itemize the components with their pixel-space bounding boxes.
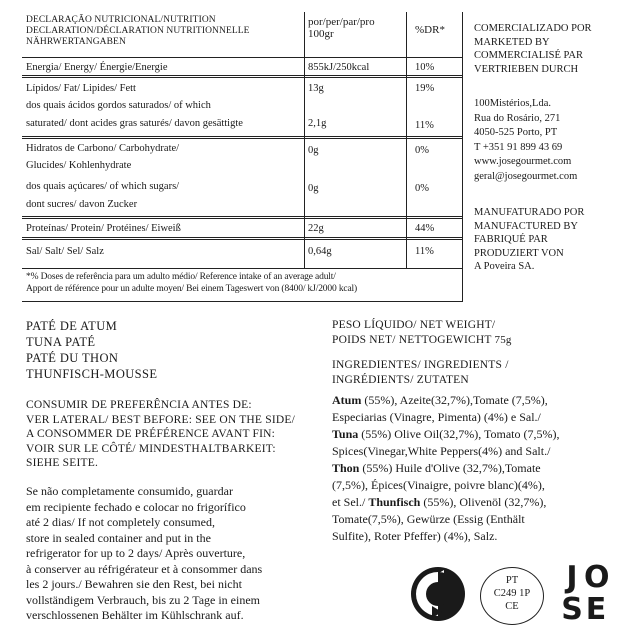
ingredients-heading: INGREDIENTES/ INGREDIENTS / INGRÉDIENTS/ ZUTATEN — [332, 359, 509, 386]
row-divider — [22, 138, 462, 139]
carb-label-2: Glucides/ Kohlenhydrate — [26, 160, 132, 171]
protein-label: Proteínas/ Protein/ Protéines/ Eiweiß — [26, 223, 181, 234]
row-divider — [22, 268, 462, 269]
carb-value: 0g — [308, 145, 319, 156]
saturated-dr: 11% — [415, 120, 434, 131]
manufacturer-heading: MANUFATURADO POR MANUFACTURED BY FABRIQUÉ PAR PRODUZIERT VON A Poveira SA. — [474, 207, 585, 272]
sugar-value: 0g — [308, 183, 319, 194]
nutrition-footnote: *% Doses de referência para um adulto médio/ Reference intake of an average adult/ Apport de référence pour un adulte moyen/ Bei einem Tageswert von (8400/ kJ/2000 kcal) — [26, 272, 358, 294]
row-divider — [22, 239, 462, 240]
product-names: PATÉ DE ATUM TUNA PATÉ PATÉ DU THON THUNFISCH-MOUSSE — [26, 319, 158, 381]
manufacturer-name: A Poveira SA. — [474, 261, 535, 272]
fat-label: Lípidos/ Fat/ Lipides/ Fett — [26, 83, 136, 94]
table-bottom-border — [22, 301, 462, 302]
net-weight: PESO LÍQUIDO/ NET WEIGHT/ POIDS NET/ NETTOGEWICHT 75g — [332, 319, 512, 346]
row-divider — [22, 218, 462, 219]
best-before-text: CONSUMIR DE PREFERÊNCIA ANTES DE: VER LATERAL/ BEST BEFORE: SEE ON THE SIDE/ A CONSOMMER DE PRÉFÉRENCE AVANT FIN: VOIR SUR LE CÔTÉ/ MINDESTHALTBARKEIT: SIEHE SEITE. — [26, 399, 295, 469]
row-divider — [22, 77, 462, 78]
ingredients-list: Atum (55%), Azeite(32,7%),Tomate (7,5%), Especiarias (Vinagre, Pimenta) (4%) e Sal./ Tuna (55%) Olive Oil(32,7%), Tomato (7,5%), Spices(Vinegar,White Peppers(4%) and Salt./ Thon (55%) Huile d'Olive (32,7%),Tomate (7,5%), Épices(Vinaigre, poivre blanc)(4%), et Sel./ Thunfisch (55%), Olivenöl (32,7%), Tomate(7,5%), Gewürze (Essig (Enthält Sulfite), Roter Pfeffer) (4%), Salz. — [332, 393, 560, 543]
marketer-heading: COMERCIALIZADO POR MARKETED BY COMMERCIALISÉ PAR VERTRIEBEN DURCH — [474, 23, 592, 75]
green-dot-recycling-icon — [410, 566, 466, 622]
protein-value: 22g — [308, 223, 324, 234]
row-divider — [22, 75, 462, 76]
protein-dr: 44% — [415, 223, 435, 234]
salt-value: 0,64g — [308, 246, 332, 257]
row-divider — [22, 216, 462, 217]
energy-label: Energia/ Energy/ Énergie/Energie — [26, 62, 168, 73]
sugar-label-2: dont sucres/ davon Zucker — [26, 199, 138, 210]
saturated-label-1: dos quais ácidos gordos saturados/ of which — [26, 100, 211, 111]
row-divider — [22, 136, 462, 137]
jose-logo-icon: J O S E — [561, 560, 610, 627]
saturated-value: 2,1g — [308, 118, 327, 129]
health-mark-oval-icon: PT C249 1P CE — [480, 567, 544, 625]
nutrition-header-label: DECLARAÇÃO NUTRICIONAL/NUTRITION DECLARATION/DÉCLARATION NUTRITIONNELLE NÄHRWERTANGABEN — [26, 15, 250, 47]
column-divider — [406, 12, 407, 268]
saturated-label-2: saturated/ dont acides gras saturés/ davon gesättigte — [26, 118, 243, 129]
sugar-label-1: dos quais açúcares/ of which sugars/ — [26, 181, 180, 192]
marketer-address: 100Mistérios,Lda. Rua do Rosário, 271 4050-525 Porto, PT T +351 91 899 43 69 www.josegourmet.com geral@josegourmet.com — [474, 98, 578, 182]
salt-dr: 11% — [415, 246, 434, 257]
nutrition-header-dr: %DR* — [415, 24, 445, 36]
row-divider — [22, 57, 462, 58]
row-divider — [22, 237, 462, 238]
energy-value: 855kJ/250kcal — [308, 62, 370, 73]
nutrition-header-per: por/per/par/pro 100gr — [308, 16, 375, 40]
sugar-dr: 0% — [415, 183, 429, 194]
fat-value: 13g — [308, 83, 324, 94]
energy-dr: 10% — [415, 62, 435, 73]
net-weight-value: 75g — [494, 333, 512, 346]
carb-dr: 0% — [415, 145, 429, 156]
salt-label: Sal/ Salt/ Sel/ Salz — [26, 246, 104, 257]
fat-dr: 19% — [415, 83, 435, 94]
storage-instructions: Se não completamente consumido, guardar em recipiente fechado e colocar no frigorífico até 2 dias/ If not completely consumed, store in sealed container and put in the refrigerator for up to 2 days/ Après ouverture, à conserver au réfrigérateur et à consommer dans les 2 jours./ Bewahren sie den Rest, bei nicht vollständigem Verbrauch, bis zu 2 Tage in einem verschlossenen Behälter im Kühlschrank auf. — [26, 484, 263, 622]
carb-label-1: Hidratos de Carbono/ Carbohydrate/ — [26, 143, 180, 154]
nutrition-table — [22, 12, 463, 302]
column-divider — [304, 12, 305, 268]
